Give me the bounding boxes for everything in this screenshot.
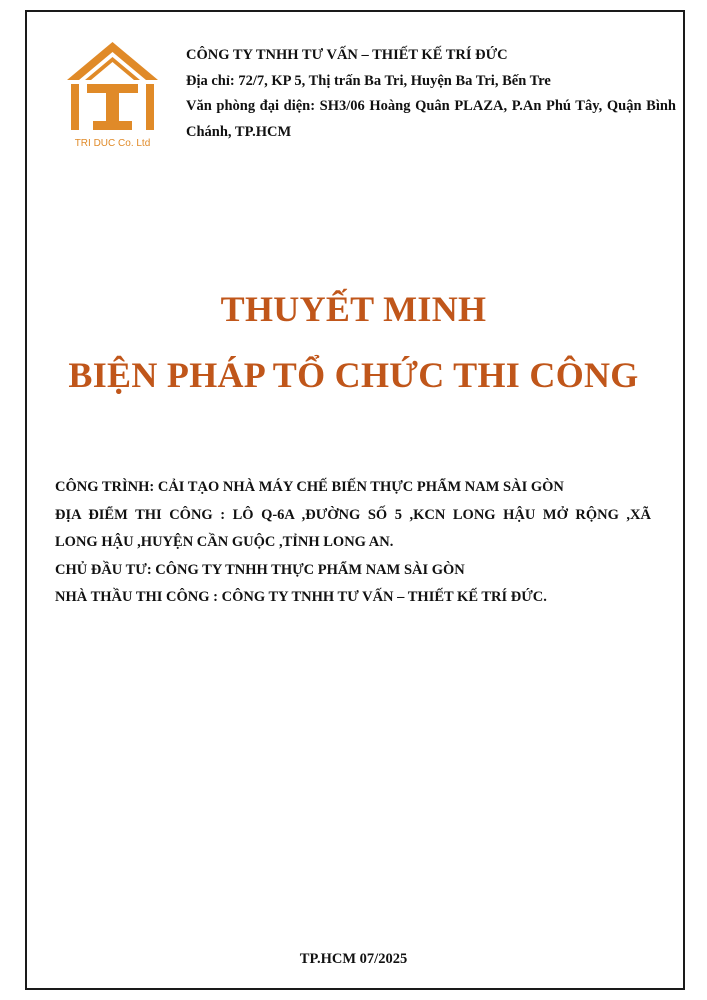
project-investor: CHỦ ĐẦU TƯ: CÔNG TY TNHH THỰC PHẨM NAM SÀI GÒN	[55, 561, 465, 578]
document-title-line1: THUYẾT MINH	[220, 289, 487, 329]
footer-place-date: TP.HCM 07/2025	[299, 951, 408, 967]
house-logo-icon	[65, 40, 160, 155]
project-info	[55, 474, 651, 612]
company-office: Văn phòng đại diện: SH3/06 Hoàng Quân PLAZA, P.An Phú Tây, Quận Bình Chánh, TP.HCM	[186, 98, 676, 140]
company-logo	[65, 40, 160, 155]
company-address: Địa chỉ: 72/7, KP 5, Thị trấn Ba Tri, Huyện Ba Tri, Bến Tre	[186, 72, 551, 89]
company-name: CÔNG TY TNHH TƯ VẤN – THIẾT KẾ TRÍ ĐỨC	[186, 47, 508, 63]
project-name: CÔNG TRÌNH: CẢI TẠO NHÀ MÁY CHẾ BIẾN THỰC PHẨM NAM SÀI GÒN	[55, 479, 564, 495]
logo-text: TRI DUC Co. Ltd	[74, 138, 151, 149]
project-contractor: NHÀ THẦU THI CÔNG : CÔNG TY TNHH TƯ VẤN – THIẾT KẾ TRÍ ĐỨC.	[55, 589, 547, 605]
document-title-line2: BIỆN PHÁP TỔ CHỨC THI CÔNG	[68, 355, 639, 395]
project-location-line2: LONG HẬU ,HUYỆN CẦN GUỘC ,TỈNH LONG AN.	[55, 534, 394, 550]
company-header	[186, 43, 676, 145]
project-location-line1: ĐỊA ĐIỂM THI CÔNG : LÔ Q-6A ,ĐƯỜNG SỐ 5 ,KCN LONG HẬU MỞ RỘNG ,XÃ	[55, 506, 651, 523]
